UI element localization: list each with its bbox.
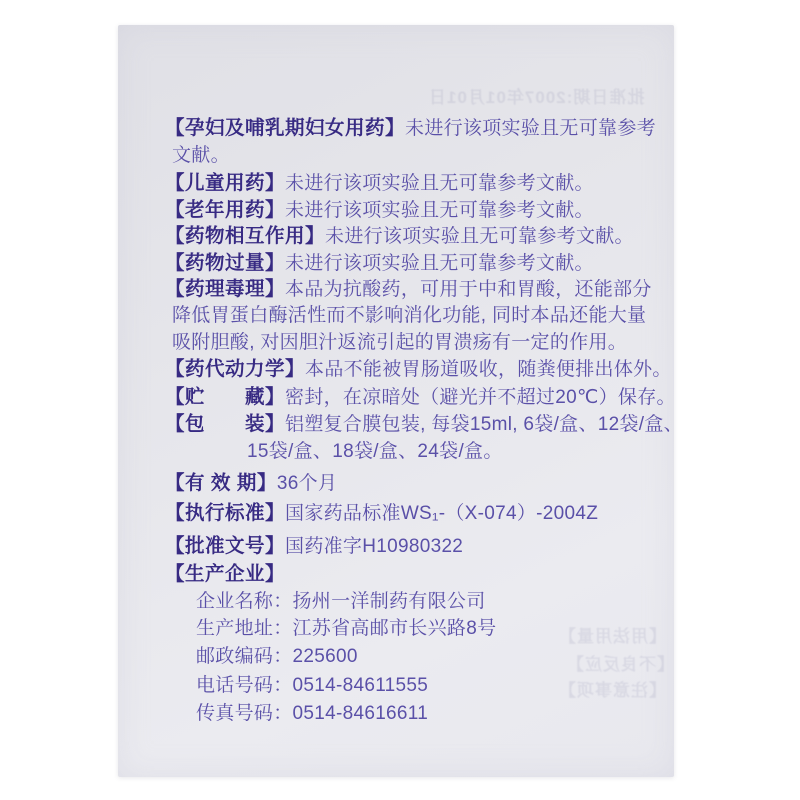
line-pediatric-use xyxy=(165,172,594,196)
line-packaging-cont xyxy=(247,441,503,464)
section-heading: 【执行标准】 xyxy=(165,502,286,524)
section-text: 邮政编码：225600 xyxy=(196,646,358,667)
section-text: 铝塑复合膜包装, 每袋15ml, 6袋/盒、12袋/盒、 xyxy=(285,414,683,435)
line-packaging xyxy=(165,413,683,437)
line-pharmacology-cont1 xyxy=(172,305,646,328)
line-geriatric-use xyxy=(165,199,594,223)
section-heading: 【包 装】 xyxy=(165,413,286,435)
bleedthrough-text: 【注意事项】 xyxy=(558,681,666,700)
line-production-address xyxy=(196,618,496,641)
section-text: 未进行该项实验且无可靠参考文献。 xyxy=(285,173,594,194)
section-heading: 【老年用药】 xyxy=(165,199,286,221)
section-text: 未进行该项实验且无可靠参考文献。 xyxy=(285,200,594,221)
bleedthrough-text: 批准日期:2007年01月01日 xyxy=(428,88,645,107)
line-fax-number xyxy=(196,703,428,726)
section-heading: 【生产企业】 xyxy=(165,563,286,585)
line-overdose xyxy=(165,252,594,276)
section-heading: 【贮 藏】 xyxy=(165,386,286,408)
line-company-name xyxy=(196,591,486,614)
section-heading: 【孕妇及哺乳期妇女用药】 xyxy=(165,117,406,139)
section-text: 36个月 xyxy=(276,473,338,494)
section-heading: 【药物过量】 xyxy=(165,252,286,274)
bleedthrough-text: 【不良反应】 xyxy=(566,655,674,674)
bleedthrough-text: 【用法用量】 xyxy=(558,627,666,646)
section-text: 企业名称：扬州一洋制药有限公司 xyxy=(196,591,486,612)
line-approval-number xyxy=(165,535,463,559)
section-heading: 【药代动力学】 xyxy=(165,358,306,380)
section-text: 吸附胆酸, 对因胆汁返流引起的胃溃疡有一定的作用。 xyxy=(172,332,628,353)
section-heading: 【药理毒理】 xyxy=(165,278,286,300)
section-text: 国药准字H10980322 xyxy=(285,536,464,557)
section-heading: 【有 效 期】 xyxy=(165,472,277,494)
line-storage xyxy=(165,386,676,410)
section-text: 15袋/盒、18袋/盒、24袋/盒。 xyxy=(247,441,503,462)
line-pregnancy-nursing-cont xyxy=(172,145,230,168)
section-text: 生产地址：江苏省高邮市长兴路8号 xyxy=(196,618,497,639)
section-text: 密封，在凉暗处（避光并不超过20℃）保存。 xyxy=(285,387,676,408)
section-text: 未进行该项实验且无可靠参考文献。 xyxy=(325,226,634,247)
section-heading: 【药物相互作用】 xyxy=(165,225,326,247)
section-text: 传真号码：0514-84616611 xyxy=(196,703,429,724)
line-postal-code xyxy=(196,646,358,669)
line-manufacturer-heading xyxy=(165,563,285,587)
line-phone-number xyxy=(196,675,428,698)
line-shelf-life xyxy=(165,472,337,496)
line-pregnancy-nursing xyxy=(165,117,656,141)
section-heading: 【儿童用药】 xyxy=(165,172,286,194)
section-text: 降低胃蛋白酶活性而不影响消化功能, 同时本品还能大量 xyxy=(172,305,647,326)
section-heading: 【批准文号】 xyxy=(165,535,286,557)
line-pharmacokinetics xyxy=(165,358,672,382)
section-text: 未进行该项实验且无可靠参考文献。 xyxy=(285,253,594,274)
line-pharmacology-toxicology xyxy=(165,278,652,302)
section-text: 电话号码：0514-84611555 xyxy=(196,675,429,696)
section-text: 未进行该项实验且无可靠参考 xyxy=(405,118,656,139)
section-text: 文献。 xyxy=(172,145,230,166)
line-executive-standard xyxy=(165,502,598,526)
section-text: 本品为抗酸药，可用于中和胃酸，还能部分 xyxy=(285,279,652,300)
section-text: 国家药品标准WS₁-（X-074）-2004Z xyxy=(285,503,599,524)
line-pharmacology-cont2 xyxy=(172,332,627,355)
line-drug-interactions xyxy=(165,225,634,249)
section-text: 本品不能被胃肠道吸收，随粪便排出体外。 xyxy=(305,359,672,380)
